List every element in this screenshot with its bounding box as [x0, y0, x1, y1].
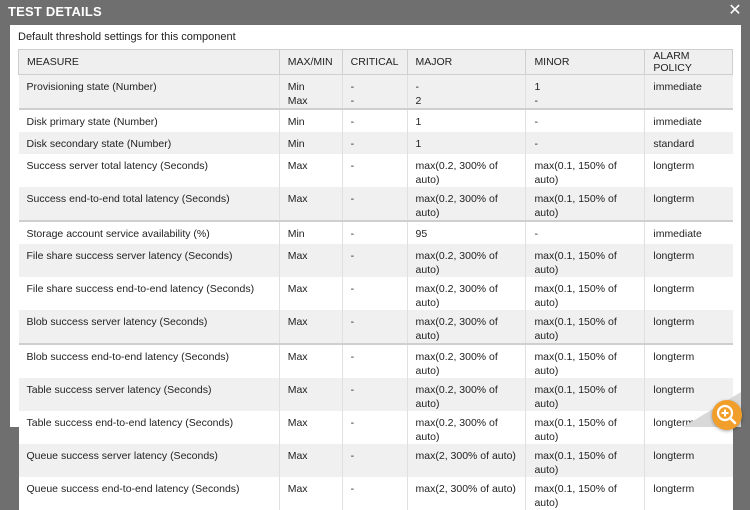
cell-measure — [19, 244, 280, 277]
cell-maxmin-value: Max — [287, 193, 308, 206]
cell-critical — [342, 444, 407, 477]
cell-maxmin-value: Max — [287, 417, 308, 430]
cell-alarm-policy — [645, 109, 733, 132]
cell-minor-value: max(0.1, 150% of auto) — [534, 316, 617, 343]
cell-maxmin-value: Max — [287, 483, 308, 496]
header-major: MAJOR — [407, 50, 526, 75]
cell-minor-value-second: - — [534, 95, 538, 107]
cell-alarm-policy — [645, 187, 733, 221]
cell-measure-value: Blob success server latency (Seconds) — [26, 316, 208, 329]
table-row — [19, 277, 733, 310]
cell-maxmin — [279, 187, 342, 221]
cell-critical — [342, 477, 407, 510]
table-row — [19, 187, 733, 221]
cell-minor-value: max(0.1, 150% of auto) — [534, 483, 617, 510]
cell-measure-value: Provisioning state (Number) — [26, 81, 157, 93]
cell-minor — [526, 344, 645, 378]
cell-measure-value: Blob success end-to-end latency (Seconds) — [26, 351, 230, 364]
cell-minor — [526, 132, 645, 155]
cell-minor-value: max(0.1, 150% of auto) — [534, 283, 617, 310]
cell-measure — [19, 221, 280, 244]
cell-alarm-policy — [645, 244, 733, 277]
cell-critical-value: - — [350, 316, 355, 329]
cell-measure — [19, 75, 280, 110]
table-row — [19, 154, 733, 187]
cell-alarm-policy — [645, 477, 733, 510]
cell-critical-value: - — [350, 116, 355, 128]
cell-major-value-second: 2 — [415, 95, 422, 107]
cell-critical-value: - — [350, 384, 355, 397]
cell-major — [407, 154, 526, 187]
cell-alarm-policy — [645, 221, 733, 244]
cell-measure — [19, 154, 280, 187]
cell-minor — [526, 378, 645, 411]
cell-minor — [526, 109, 645, 132]
cell-critical-value: - — [350, 483, 355, 496]
cell-measure — [19, 310, 280, 344]
cell-critical-value-second: - — [350, 95, 355, 107]
dialog-subtitle: Default threshold settings for this component — [18, 31, 236, 43]
cell-maxmin-value: Max — [287, 316, 308, 329]
cell-alarm-policy-value: immediate — [653, 116, 702, 128]
dialog-titlebar — [0, 0, 750, 24]
cell-alarm-policy-value: longterm — [653, 193, 695, 206]
cell-maxmin-value: Min — [287, 228, 305, 241]
cell-measure-value: Table success server latency (Seconds) — [26, 384, 212, 397]
cell-maxmin — [279, 221, 342, 244]
cell-maxmin-value: Min — [287, 116, 305, 128]
cell-major-value: max(0.2, 300% of auto) — [415, 250, 498, 277]
cell-measure — [19, 187, 280, 221]
table-row — [19, 411, 733, 444]
cell-critical — [342, 344, 407, 378]
cell-alarm-policy-value: longterm — [653, 483, 695, 496]
cell-maxmin-value: Max — [287, 160, 308, 173]
cell-major-value: max(0.2, 300% of auto) — [415, 283, 498, 310]
cell-measure-value: Queue success end-to-end latency (Seconds) — [26, 483, 240, 496]
cell-major-value: max(0.2, 300% of auto) — [415, 351, 498, 378]
cell-critical — [342, 154, 407, 187]
cell-alarm-policy — [645, 344, 733, 378]
table-row — [19, 221, 733, 244]
table-row — [19, 109, 733, 132]
header-measure: MEASURE — [19, 50, 280, 75]
cell-measure — [19, 109, 280, 132]
cell-critical-value: - — [350, 351, 355, 364]
cell-maxmin — [279, 411, 342, 444]
cell-alarm-policy — [645, 310, 733, 344]
cell-maxmin-value: Min — [287, 137, 305, 150]
cell-minor-value: - — [534, 137, 538, 150]
cell-minor-value: max(0.1, 150% of auto) — [534, 250, 617, 277]
cell-major — [407, 244, 526, 277]
cell-minor — [526, 187, 645, 221]
cell-major — [407, 221, 526, 244]
cell-critical — [342, 221, 407, 244]
cell-minor — [526, 75, 645, 110]
cell-major — [407, 344, 526, 378]
cell-major — [407, 109, 526, 132]
cell-measure — [19, 344, 280, 378]
cell-major — [407, 411, 526, 444]
cell-minor-value: - — [534, 228, 538, 241]
cell-maxmin — [279, 344, 342, 378]
cell-measure — [19, 132, 280, 155]
cell-measure — [19, 277, 280, 310]
cell-critical-value: - — [350, 160, 355, 173]
cell-major-value: max(2, 300% of auto) — [415, 483, 516, 496]
cell-alarm-policy-value: longterm — [653, 316, 695, 329]
cell-minor-value: - — [534, 116, 538, 128]
cell-critical — [342, 109, 407, 132]
cell-major-value: 1 — [415, 116, 422, 128]
cell-minor-value: max(0.1, 150% of auto) — [534, 384, 617, 411]
cell-critical — [342, 378, 407, 411]
cell-maxmin — [279, 75, 342, 110]
cell-major — [407, 477, 526, 510]
cell-major-value: max(2, 300% of auto) — [415, 450, 516, 463]
cell-minor — [526, 310, 645, 344]
cell-maxmin — [279, 444, 342, 477]
cell-minor-value: max(0.1, 150% of auto) — [534, 193, 617, 220]
cell-major-value: max(0.2, 300% of auto) — [415, 193, 498, 220]
cell-critical-value: - — [350, 417, 355, 430]
table-row — [19, 310, 733, 344]
cell-alarm-policy-value: longterm — [653, 160, 695, 173]
cell-critical-value: - — [350, 193, 355, 206]
cell-minor — [526, 221, 645, 244]
cell-major-value: 95 — [415, 228, 428, 241]
header-critical: CRITICAL — [342, 50, 407, 75]
cell-minor — [526, 277, 645, 310]
cell-minor — [526, 244, 645, 277]
cell-critical-value: - — [350, 137, 355, 150]
cell-measure — [19, 411, 280, 444]
cell-measure-value: Table success end-to-end latency (Seconds) — [26, 417, 234, 430]
close-icon[interactable]: ✕ — [728, 2, 742, 19]
cell-critical-value: - — [350, 250, 355, 263]
cell-minor-value: max(0.1, 150% of auto) — [534, 351, 617, 378]
cell-alarm-policy-value: longterm — [653, 384, 695, 397]
cell-alarm-policy-value: immediate — [653, 228, 702, 241]
table-row — [19, 132, 733, 155]
cell-minor — [526, 411, 645, 444]
cell-maxmin-value: Min — [287, 81, 305, 93]
cell-measure-value: File share success server latency (Seconds) — [26, 250, 233, 263]
table-row — [19, 344, 733, 378]
cell-major-value: 1 — [415, 137, 422, 150]
cell-alarm-policy-value: longterm — [653, 450, 695, 463]
dialog-body — [10, 25, 741, 510]
cell-critical-value: - — [350, 228, 355, 241]
cell-measure-value: Storage account service availability (%) — [26, 228, 210, 241]
cell-critical — [342, 310, 407, 344]
cell-alarm-policy — [645, 444, 733, 477]
cell-alarm-policy-value: longterm — [653, 250, 695, 263]
cell-critical — [342, 187, 407, 221]
threshold-table — [18, 49, 733, 510]
cell-maxmin-value-second: Max — [287, 95, 308, 107]
cell-measure — [19, 378, 280, 411]
cell-measure-value: Disk secondary state (Number) — [26, 137, 172, 150]
table-row — [19, 477, 733, 510]
table-row — [19, 244, 733, 277]
cell-critical-value: - — [350, 81, 355, 93]
cell-major-value: - — [415, 81, 420, 93]
cell-alarm-policy-value: longterm — [653, 351, 695, 364]
cell-measure — [19, 477, 280, 510]
cell-critical — [342, 244, 407, 277]
table-header-row — [19, 50, 733, 75]
cell-major-value: max(0.2, 300% of auto) — [415, 160, 498, 187]
cell-major-value: max(0.2, 300% of auto) — [415, 316, 498, 343]
cell-minor-value: 1 — [534, 81, 541, 93]
header-maxmin: MAX/MIN — [279, 50, 342, 75]
cell-alarm-policy-value: longterm — [653, 417, 695, 430]
cell-critical — [342, 277, 407, 310]
cell-alarm-policy — [645, 277, 733, 310]
header-minor: MINOR — [526, 50, 645, 75]
dialog-title: TEST DETAILS — [8, 4, 102, 19]
zoom-in-button[interactable] — [712, 400, 742, 430]
cell-measure-value: Success server total latency (Seconds) — [26, 160, 208, 173]
cell-major — [407, 378, 526, 411]
cell-alarm-policy-value: standard — [653, 137, 695, 150]
cell-alarm-policy-value: immediate — [653, 81, 702, 93]
cell-measure-value: Success end-to-end total latency (Seconds) — [26, 193, 230, 206]
cell-maxmin — [279, 310, 342, 344]
header-alarm-policy: ALARM POLICY — [645, 50, 733, 75]
cell-measure-value: Queue success server latency (Seconds) — [26, 450, 218, 463]
cell-maxmin — [279, 477, 342, 510]
cell-critical — [342, 132, 407, 155]
table-row — [19, 75, 733, 110]
cell-maxmin-value: Max — [287, 250, 308, 263]
cell-minor — [526, 444, 645, 477]
cell-major — [407, 444, 526, 477]
cell-maxmin — [279, 277, 342, 310]
cell-major-value: max(0.2, 300% of auto) — [415, 384, 498, 411]
cell-alarm-policy-value: longterm — [653, 283, 695, 296]
cell-maxmin-value: Max — [287, 283, 308, 296]
cell-major-value: max(0.2, 300% of auto) — [415, 417, 498, 444]
cell-alarm-policy — [645, 154, 733, 187]
cell-major — [407, 310, 526, 344]
cell-maxmin-value: Max — [287, 351, 308, 364]
cell-alarm-policy — [645, 132, 733, 155]
cell-measure — [19, 444, 280, 477]
table-row — [19, 378, 733, 411]
cell-minor — [526, 154, 645, 187]
cell-maxmin — [279, 132, 342, 155]
cell-alarm-policy — [645, 75, 733, 110]
cell-minor-value: max(0.1, 150% of auto) — [534, 160, 617, 187]
cell-minor-value: max(0.1, 150% of auto) — [534, 417, 617, 444]
cell-minor-value: max(0.1, 150% of auto) — [534, 450, 617, 477]
cell-maxmin — [279, 109, 342, 132]
cell-critical-value: - — [350, 450, 355, 463]
cell-minor — [526, 477, 645, 510]
cell-critical — [342, 411, 407, 444]
cell-maxmin — [279, 154, 342, 187]
cell-maxmin — [279, 378, 342, 411]
cell-major — [407, 187, 526, 221]
cell-measure-value: Disk primary state (Number) — [26, 116, 158, 128]
zoom-in-icon — [712, 400, 742, 430]
cell-critical-value: - — [350, 283, 355, 296]
cell-measure-value: File share success end-to-end latency (Seconds) — [26, 283, 255, 296]
cell-major — [407, 277, 526, 310]
table-row — [19, 444, 733, 477]
cell-maxmin-value: Max — [287, 450, 308, 463]
cell-major — [407, 75, 526, 110]
cell-maxmin — [279, 244, 342, 277]
cell-maxmin-value: Max — [287, 384, 308, 397]
cell-critical — [342, 75, 407, 110]
cell-major — [407, 132, 526, 155]
